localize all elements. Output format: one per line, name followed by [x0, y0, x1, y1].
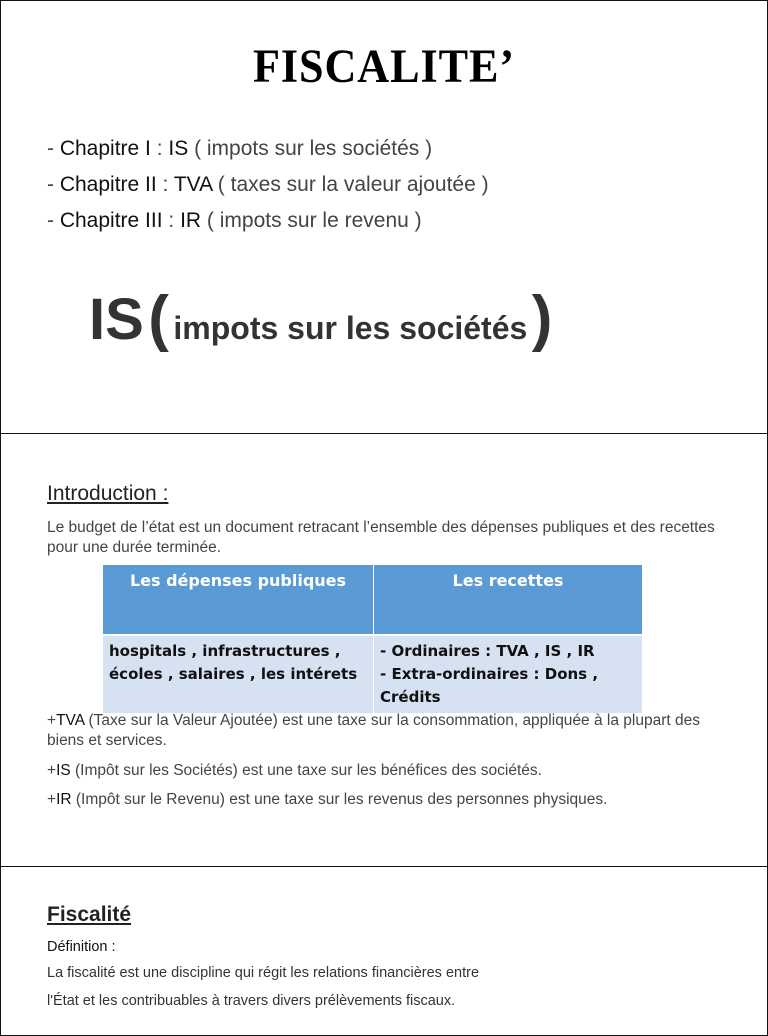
definition-abbr: IS [56, 762, 71, 779]
budget-paragraph: Le budget de l’état est un document retracant l’ensemble des dépenses publiques et des recettes pour une durée terminée. [47, 519, 715, 556]
chapter-separator: : [162, 209, 181, 232]
budget-table [103, 565, 643, 713]
definition-item [47, 711, 727, 751]
chapter-dash: - [47, 173, 60, 196]
slide-fiscalite [0, 866, 768, 1036]
chapter-item [47, 209, 422, 233]
definition-text: (Taxe sur la Valeur Ajoutée) est une taxe sur la consommation, appliquée à la plupart des biens et services. [47, 712, 700, 749]
chapter-label: Chapitre I [59, 137, 151, 160]
table-header-cell: Les recettes [374, 565, 643, 635]
definition-line: La fiscalité est une discipline qui régit les relations financières entre [47, 965, 480, 981]
slide-title-heading: FISCALITE’ [253, 40, 515, 93]
chapter-description: ( impots sur le revenu ) [201, 209, 422, 232]
chapter-abbr: TVA [173, 173, 212, 196]
table-cell: hospitals , infrastructures , écoles , salaires , les intérets [103, 635, 374, 713]
slide-introduction [0, 433, 768, 867]
is-heading-text: impots sur les sociétés [173, 310, 528, 346]
chapter-abbr: IS [168, 137, 189, 160]
definition-item [47, 761, 727, 781]
introduction-title: Introduction : [47, 482, 169, 505]
chapter-item [47, 173, 489, 197]
definition-line: l'État et les contribuables à travers divers prélèvements fiscaux. [47, 993, 456, 1009]
chapter-description: ( taxes sur la valeur ajoutée ) [211, 173, 489, 196]
definition-text: (Impôt sur les Sociétés) est une taxe sur les bénéfices des sociétés. [70, 762, 542, 779]
chapter-separator: : [150, 137, 169, 160]
fiscalite-title: Fiscalité [47, 903, 132, 926]
definition-text: (Impôt sur le Revenu) est une taxe sur les revenus des personnes physiques. [71, 791, 608, 808]
definition-item [47, 790, 727, 810]
slide-title [0, 0, 768, 434]
chapter-dash: - [47, 209, 60, 232]
definition-abbr: TVA [56, 712, 85, 729]
table-header-cell: Les dépenses publiques [103, 565, 374, 635]
chapter-dash: - [47, 137, 60, 160]
definition-abbr: IR [56, 791, 72, 808]
chapter-label: Chapitre II [59, 173, 157, 196]
table-row [103, 635, 643, 713]
chapter-abbr: IR [180, 209, 202, 232]
definition-plus: + [47, 712, 57, 729]
is-heading [89, 283, 552, 354]
definition-label: Définition : [47, 939, 116, 955]
chapter-item [47, 137, 432, 161]
is-heading-open-paren: ( [148, 284, 169, 353]
definition-plus: + [47, 791, 57, 808]
chapter-label: Chapitre III [59, 209, 163, 232]
is-heading-abbr: IS [89, 287, 144, 352]
table-cell: - Ordinaires : TVA , IS , IR - Extra-ordinaires : Dons , Crédits [374, 635, 643, 713]
definition-plus: + [47, 762, 57, 779]
chapter-separator: : [156, 173, 174, 196]
is-heading-close-paren: ) [531, 284, 553, 353]
chapter-description: ( impots sur les sociétés ) [188, 137, 433, 160]
table-header-row [103, 565, 643, 635]
